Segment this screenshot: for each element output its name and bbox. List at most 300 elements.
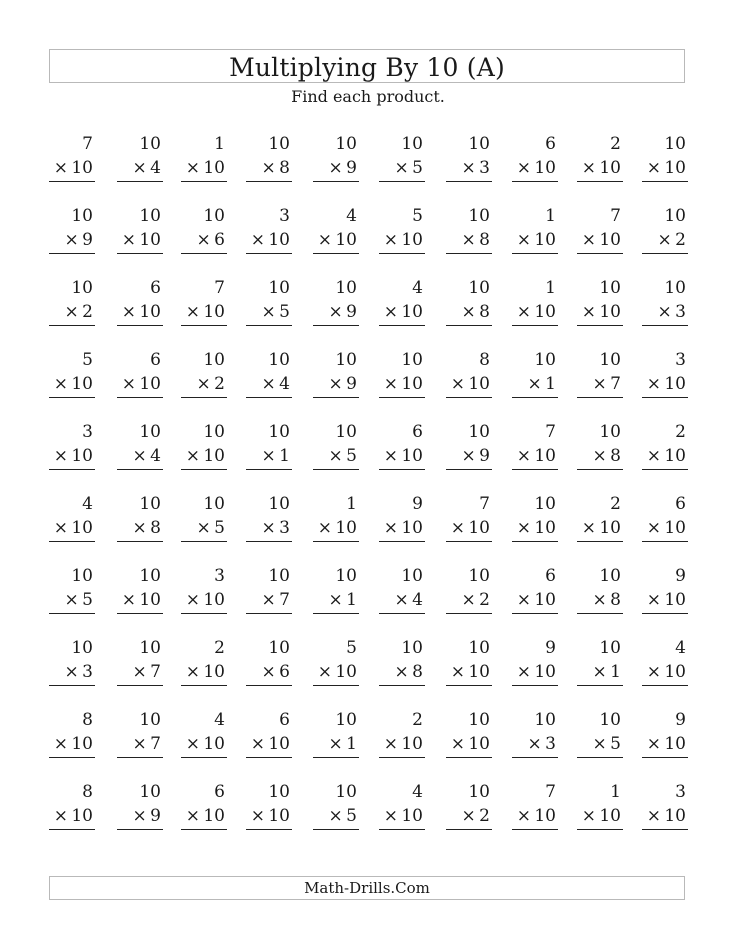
multiplicand: 7 (610, 206, 621, 226)
multiplicand: 10 (203, 494, 225, 514)
multiplier: × 6 (261, 662, 290, 682)
multiplier: × 1 (328, 590, 357, 610)
answer-line (446, 253, 492, 254)
answer-line (117, 253, 163, 254)
multiplier: × 10 (53, 446, 93, 466)
multiplicand: 6 (545, 566, 556, 586)
answer-line (246, 541, 292, 542)
multiplicand: 10 (335, 350, 357, 370)
answer-line (246, 253, 292, 254)
multiplier: × 10 (185, 662, 225, 682)
multiplicand: 1 (545, 278, 556, 298)
answer-line (512, 253, 558, 254)
multiplier: × 3 (64, 662, 93, 682)
multiplicand: 10 (139, 782, 161, 802)
multiplicand: 10 (599, 422, 621, 442)
answer-line (49, 181, 95, 182)
answer-line (512, 181, 558, 182)
answer-line (181, 613, 227, 614)
multiplicand: 10 (468, 638, 490, 658)
multiplicand: 6 (279, 710, 290, 730)
answer-line (313, 181, 359, 182)
multiplier: × 10 (53, 374, 93, 394)
multiplier: × 10 (185, 590, 225, 610)
multiplier: × 10 (185, 734, 225, 754)
answer-line (313, 613, 359, 614)
answer-line (379, 181, 425, 182)
multiplicand: 10 (71, 278, 93, 298)
multiplier: × 1 (592, 662, 621, 682)
multiplicand: 5 (412, 206, 423, 226)
multiplier: × 10 (646, 518, 686, 538)
answer-line (181, 325, 227, 326)
answer-line (446, 685, 492, 686)
multiplicand: 10 (468, 134, 490, 154)
multiplier: × 10 (185, 158, 225, 178)
answer-line (313, 253, 359, 254)
multiplicand: 10 (139, 422, 161, 442)
answer-line (379, 829, 425, 830)
answer-line (577, 613, 623, 614)
multiplicand: 10 (599, 710, 621, 730)
answer-line (313, 685, 359, 686)
multiplier: × 9 (328, 158, 357, 178)
multiplier: × 9 (461, 446, 490, 466)
multiplier: × 10 (646, 590, 686, 610)
multiplier: × 9 (64, 230, 93, 250)
multiplicand: 10 (268, 566, 290, 586)
answer-line (379, 469, 425, 470)
multiplier: × 8 (132, 518, 161, 538)
multiplier: × 10 (250, 734, 290, 754)
multiplicand: 10 (203, 350, 225, 370)
multiplier: × 9 (328, 302, 357, 322)
multiplier: × 10 (53, 158, 93, 178)
worksheet-title: Multiplying By 10 (A) (229, 52, 505, 82)
answer-line (642, 613, 688, 614)
multiplicand: 10 (268, 782, 290, 802)
multiplicand: 10 (203, 422, 225, 442)
multiplicand: 10 (468, 278, 490, 298)
multiplicand: 9 (545, 638, 556, 658)
multiplicand: 6 (150, 350, 161, 370)
multiplier: × 10 (383, 734, 423, 754)
answer-line (577, 181, 623, 182)
footer-credit: Math-Drills.Com (304, 879, 430, 897)
answer-line (49, 541, 95, 542)
answer-line (446, 829, 492, 830)
answer-line (577, 541, 623, 542)
answer-line (117, 829, 163, 830)
multiplier: × 9 (132, 806, 161, 826)
multiplier: × 4 (261, 374, 290, 394)
multiplicand: 10 (71, 206, 93, 226)
multiplier: × 1 (527, 374, 556, 394)
multiplier: × 8 (592, 590, 621, 610)
multiplier: × 10 (516, 158, 556, 178)
multiplicand: 10 (268, 638, 290, 658)
answer-line (246, 181, 292, 182)
multiplicand: 7 (479, 494, 490, 514)
multiplier: × 10 (383, 374, 423, 394)
answer-line (181, 253, 227, 254)
answer-line (246, 829, 292, 830)
answer-line (246, 613, 292, 614)
answer-line (49, 613, 95, 614)
answer-line (577, 253, 623, 254)
multiplier: × 10 (516, 446, 556, 466)
multiplier: × 10 (581, 230, 621, 250)
answer-line (446, 469, 492, 470)
multiplicand: 10 (468, 710, 490, 730)
answer-line (512, 685, 558, 686)
multiplier: × 10 (53, 518, 93, 538)
multiplicand: 10 (335, 782, 357, 802)
multiplier: × 5 (328, 806, 357, 826)
multiplier: × 10 (581, 806, 621, 826)
multiplier: × 1 (261, 446, 290, 466)
answer-line (49, 253, 95, 254)
answer-line (577, 757, 623, 758)
multiplicand: 7 (82, 134, 93, 154)
multiplier: × 10 (317, 662, 357, 682)
answer-line (313, 541, 359, 542)
answer-line (446, 325, 492, 326)
multiplicand: 4 (675, 638, 686, 658)
multiplier: × 10 (450, 662, 490, 682)
multiplicand: 10 (468, 422, 490, 442)
multiplicand: 10 (401, 350, 423, 370)
multiplicand: 3 (214, 566, 225, 586)
multiplier: × 10 (121, 590, 161, 610)
multiplier: × 8 (592, 446, 621, 466)
answer-line (117, 397, 163, 398)
answer-line (117, 613, 163, 614)
multiplier: × 4 (394, 590, 423, 610)
multiplicand: 10 (139, 710, 161, 730)
answer-line (117, 757, 163, 758)
multiplicand: 8 (82, 782, 93, 802)
multiplier: × 10 (317, 230, 357, 250)
answer-line (313, 469, 359, 470)
multiplicand: 10 (401, 134, 423, 154)
multiplicand: 10 (268, 422, 290, 442)
multiplier: × 3 (527, 734, 556, 754)
multiplicand: 10 (139, 638, 161, 658)
multiplicand: 2 (610, 134, 621, 154)
multiplicand: 2 (412, 710, 423, 730)
multiplicand: 4 (346, 206, 357, 226)
answer-line (512, 757, 558, 758)
multiplicand: 10 (401, 638, 423, 658)
multiplicand: 6 (214, 782, 225, 802)
footer-box (49, 876, 685, 900)
multiplicand: 4 (82, 494, 93, 514)
multiplicand: 10 (599, 566, 621, 586)
answer-line (181, 757, 227, 758)
multiplicand: 1 (545, 206, 556, 226)
multiplicand: 10 (335, 710, 357, 730)
multiplier: × 6 (196, 230, 225, 250)
answer-line (49, 757, 95, 758)
multiplier: × 7 (592, 374, 621, 394)
multiplicand: 3 (675, 350, 686, 370)
multiplicand: 4 (412, 278, 423, 298)
multiplier: × 10 (53, 806, 93, 826)
multiplicand: 10 (335, 566, 357, 586)
multiplicand: 2 (675, 422, 686, 442)
answer-line (117, 325, 163, 326)
answer-line (181, 829, 227, 830)
answer-line (512, 613, 558, 614)
multiplicand: 8 (82, 710, 93, 730)
multiplier: × 5 (328, 446, 357, 466)
multiplicand: 10 (71, 638, 93, 658)
answer-line (642, 253, 688, 254)
answer-line (577, 469, 623, 470)
multiplicand: 10 (664, 134, 686, 154)
multiplicand: 4 (412, 782, 423, 802)
answer-line (246, 325, 292, 326)
multiplier: × 8 (461, 302, 490, 322)
answer-line (512, 829, 558, 830)
answer-line (49, 325, 95, 326)
multiplier: × 10 (383, 518, 423, 538)
multiplier: × 10 (121, 374, 161, 394)
multiplicand: 7 (214, 278, 225, 298)
answer-line (246, 469, 292, 470)
multiplicand: 7 (545, 782, 556, 802)
multiplicand: 3 (675, 782, 686, 802)
multiplier: × 2 (461, 590, 490, 610)
multiplier: × 2 (461, 806, 490, 826)
answer-line (117, 469, 163, 470)
multiplicand: 10 (534, 494, 556, 514)
answer-line (181, 685, 227, 686)
multiplicand: 10 (468, 566, 490, 586)
multiplicand: 6 (545, 134, 556, 154)
multiplier: × 10 (581, 302, 621, 322)
multiplier: × 3 (461, 158, 490, 178)
multiplier: × 10 (185, 446, 225, 466)
multiplier: × 5 (64, 590, 93, 610)
answer-line (379, 397, 425, 398)
multiplicand: 5 (346, 638, 357, 658)
answer-line (446, 613, 492, 614)
answer-line (181, 181, 227, 182)
answer-line (49, 829, 95, 830)
answer-line (446, 541, 492, 542)
answer-line (642, 685, 688, 686)
multiplier: × 10 (646, 662, 686, 682)
multiplier: × 10 (646, 806, 686, 826)
multiplicand: 8 (479, 350, 490, 370)
multiplier: × 10 (581, 518, 621, 538)
multiplier: × 10 (250, 230, 290, 250)
multiplicand: 10 (599, 278, 621, 298)
answer-line (313, 829, 359, 830)
multiplier: × 9 (328, 374, 357, 394)
answer-line (642, 469, 688, 470)
multiplier: × 4 (132, 446, 161, 466)
multiplier: × 10 (185, 806, 225, 826)
multiplicand: 10 (71, 566, 93, 586)
multiplicand: 6 (675, 494, 686, 514)
answer-line (49, 685, 95, 686)
multiplier: × 7 (132, 734, 161, 754)
answer-line (512, 397, 558, 398)
answer-line (642, 541, 688, 542)
multiplier: × 10 (516, 518, 556, 538)
multiplicand: 5 (82, 350, 93, 370)
multiplier: × 4 (132, 158, 161, 178)
multiplicand: 6 (150, 278, 161, 298)
answer-line (446, 397, 492, 398)
multiplier: × 8 (394, 662, 423, 682)
answer-line (379, 685, 425, 686)
multiplicand: 10 (268, 350, 290, 370)
multiplier: × 8 (461, 230, 490, 250)
answer-line (49, 469, 95, 470)
multiplier: × 10 (383, 302, 423, 322)
multiplicand: 10 (664, 206, 686, 226)
answer-line (313, 757, 359, 758)
answer-line (379, 253, 425, 254)
answer-line (512, 469, 558, 470)
answer-line (642, 757, 688, 758)
answer-line (313, 325, 359, 326)
multiplier: × 10 (450, 518, 490, 538)
multiplier: × 7 (261, 590, 290, 610)
multiplier: × 10 (646, 734, 686, 754)
multiplier: × 10 (383, 230, 423, 250)
multiplier: × 2 (657, 230, 686, 250)
multiplier: × 10 (516, 590, 556, 610)
answer-line (577, 685, 623, 686)
multiplier: × 10 (646, 374, 686, 394)
multiplier: × 10 (383, 806, 423, 826)
answer-line (181, 397, 227, 398)
answer-line (642, 325, 688, 326)
multiplier: × 10 (450, 374, 490, 394)
answer-line (642, 181, 688, 182)
multiplicand: 10 (139, 206, 161, 226)
multiplicand: 10 (139, 134, 161, 154)
multiplier: × 7 (132, 662, 161, 682)
answer-line (379, 325, 425, 326)
multiplier: × 10 (516, 230, 556, 250)
multiplicand: 10 (534, 710, 556, 730)
answer-line (117, 685, 163, 686)
answer-line (446, 181, 492, 182)
multiplicand: 10 (268, 278, 290, 298)
multiplier: × 10 (450, 734, 490, 754)
multiplicand: 1 (214, 134, 225, 154)
answer-line (512, 541, 558, 542)
multiplicand: 4 (214, 710, 225, 730)
multiplicand: 10 (335, 134, 357, 154)
multiplicand: 10 (468, 206, 490, 226)
multiplicand: 2 (610, 494, 621, 514)
multiplicand: 10 (534, 350, 556, 370)
multiplier: × 10 (383, 446, 423, 466)
multiplier: × 5 (261, 302, 290, 322)
multiplier: × 10 (185, 302, 225, 322)
multiplicand: 9 (675, 710, 686, 730)
multiplier: × 10 (516, 806, 556, 826)
answer-line (379, 757, 425, 758)
answer-line (181, 469, 227, 470)
multiplicand: 9 (412, 494, 423, 514)
multiplier: × 10 (121, 230, 161, 250)
multiplicand: 3 (82, 422, 93, 442)
multiplicand: 10 (335, 422, 357, 442)
multiplier: × 5 (394, 158, 423, 178)
multiplier: × 5 (196, 518, 225, 538)
multiplier: × 10 (250, 806, 290, 826)
multiplicand: 10 (335, 278, 357, 298)
multiplicand: 9 (675, 566, 686, 586)
multiplier: × 2 (196, 374, 225, 394)
answer-line (642, 829, 688, 830)
multiplier: × 10 (646, 446, 686, 466)
multiplicand: 10 (203, 206, 225, 226)
answer-line (246, 757, 292, 758)
multiplicand: 10 (268, 134, 290, 154)
multiplicand: 1 (346, 494, 357, 514)
multiplier: × 10 (121, 302, 161, 322)
answer-line (512, 325, 558, 326)
multiplier: × 3 (657, 302, 686, 322)
answer-line (379, 613, 425, 614)
instructions: Find each product. (291, 87, 445, 106)
answer-line (313, 397, 359, 398)
multiplicand: 7 (545, 422, 556, 442)
answer-line (446, 757, 492, 758)
multiplicand: 3 (279, 206, 290, 226)
multiplier: × 10 (646, 158, 686, 178)
multiplicand: 10 (599, 350, 621, 370)
multiplier: × 10 (516, 662, 556, 682)
answer-line (577, 829, 623, 830)
multiplicand: 1 (610, 782, 621, 802)
multiplier: × 3 (261, 518, 290, 538)
multiplier: × 10 (53, 734, 93, 754)
multiplier: × 2 (64, 302, 93, 322)
answer-line (379, 541, 425, 542)
answer-line (49, 397, 95, 398)
multiplicand: 10 (468, 782, 490, 802)
answer-line (642, 397, 688, 398)
answer-line (181, 541, 227, 542)
answer-line (246, 685, 292, 686)
multiplier: × 10 (581, 158, 621, 178)
multiplier: × 8 (261, 158, 290, 178)
multiplicand: 2 (214, 638, 225, 658)
multiplicand: 10 (401, 566, 423, 586)
multiplier: × 10 (516, 302, 556, 322)
multiplicand: 10 (139, 566, 161, 586)
multiplicand: 10 (664, 278, 686, 298)
answer-line (117, 541, 163, 542)
multiplicand: 10 (139, 494, 161, 514)
multiplicand: 10 (599, 638, 621, 658)
multiplier: × 5 (592, 734, 621, 754)
answer-line (117, 181, 163, 182)
answer-line (246, 397, 292, 398)
answer-line (577, 397, 623, 398)
multiplier: × 1 (328, 734, 357, 754)
